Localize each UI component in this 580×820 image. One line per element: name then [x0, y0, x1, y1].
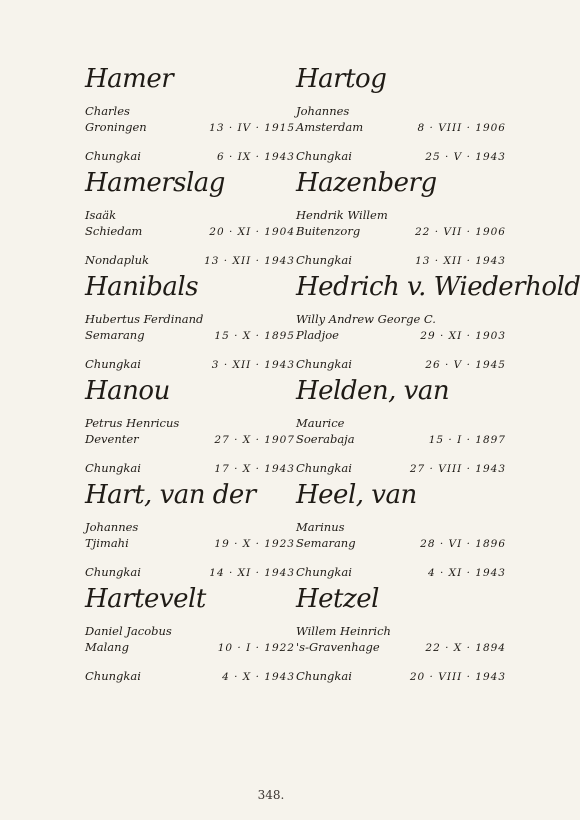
birth-date: 15 · I · 1897 [428, 434, 506, 446]
birth-row [85, 536, 295, 551]
death-date: 13 · XII · 1943 [204, 255, 295, 267]
birth-row [296, 536, 506, 551]
birth-place: Malang [85, 640, 129, 654]
left-column [85, 64, 295, 688]
surname: Heel, van [296, 480, 417, 510]
surname: Hart, van der [85, 480, 256, 510]
right-column [296, 64, 580, 688]
birth-row [85, 432, 295, 447]
birth-date: 22 · X · 1894 [425, 642, 506, 654]
surname: Hartog [296, 64, 387, 94]
death-row [85, 253, 295, 268]
person-entry [85, 64, 295, 168]
death-place: Chungkai [296, 565, 352, 579]
given-names: Petrus Henricus [85, 416, 180, 430]
surname: Hetzel [296, 584, 379, 614]
person-entry [85, 376, 295, 480]
birth-place: Pladjoe [296, 328, 339, 342]
death-date: 27 · VIII · 1943 [409, 463, 506, 475]
birth-date: 27 · X · 1907 [214, 434, 295, 446]
birth-date: 8 · VIII · 1906 [417, 122, 506, 134]
death-place: Chungkai [85, 357, 141, 371]
surname: Helden, van [296, 376, 450, 406]
birth-row [296, 640, 506, 655]
death-date: 20 · VIII · 1943 [409, 671, 506, 683]
death-date: 17 · X · 1943 [214, 463, 295, 475]
birth-row [85, 224, 295, 239]
death-row [85, 565, 295, 580]
person-entry [296, 584, 506, 688]
surname: Hedrich v. Wiederhold [296, 272, 580, 302]
birth-date: 20 · XI · 1904 [209, 226, 295, 238]
birth-date: 19 · X · 1923 [214, 538, 295, 550]
birth-date: 13 · IV · 1915 [209, 122, 295, 134]
death-place: Chungkai [85, 149, 141, 163]
birth-row [296, 432, 506, 447]
death-row [85, 149, 295, 164]
death-row [296, 565, 506, 580]
person-entry [85, 584, 295, 688]
death-row [296, 253, 506, 268]
birth-place: Buitenzorg [296, 224, 361, 238]
given-names: Isaäk [85, 208, 117, 222]
death-date: 6 · IX · 1943 [216, 151, 295, 163]
given-names: Maurice [296, 416, 345, 430]
given-names: Marinus [296, 520, 345, 534]
person-entry [296, 272, 580, 376]
given-names: Johannes [296, 104, 350, 118]
person-entry [85, 480, 295, 584]
birth-place: Semarang [85, 328, 145, 342]
death-place: Chungkai [85, 669, 141, 683]
given-names: Willem Heinrich [296, 624, 391, 638]
birth-place: Deventer [85, 432, 139, 446]
surname: Hanou [85, 376, 170, 406]
birth-place: Semarang [296, 536, 356, 550]
death-place: Chungkai [296, 149, 352, 163]
surname: Hazenberg [296, 168, 437, 198]
birth-row [85, 640, 295, 655]
person-entry [296, 480, 506, 584]
death-place: Chungkai [296, 357, 352, 371]
birth-place: 's-Gravenhage [296, 640, 380, 654]
given-names: Hubertus Ferdinand [85, 312, 204, 326]
birth-row [296, 224, 506, 239]
death-place: Chungkai [296, 461, 352, 475]
death-row [85, 461, 295, 476]
birth-place: Amsterdam [296, 120, 364, 134]
death-date: 26 · V · 1945 [425, 359, 506, 371]
surname: Hartevelt [85, 584, 206, 614]
birth-date: 10 · I · 1922 [217, 642, 295, 654]
death-date: 13 · XII · 1943 [415, 255, 506, 267]
person-entry [85, 168, 295, 272]
birth-date: 22 · VII · 1906 [415, 226, 506, 238]
death-place: Chungkai [85, 565, 141, 579]
surname: Hanibals [85, 272, 199, 302]
death-place: Chungkai [296, 253, 352, 267]
person-entry [296, 64, 506, 168]
death-row [85, 669, 295, 684]
death-row [85, 357, 295, 372]
death-date: 14 · XI · 1943 [209, 567, 295, 579]
birth-place: Groningen [85, 120, 147, 134]
given-names: Hendrik Willem [296, 208, 388, 222]
death-place: Nondapluk [85, 253, 150, 267]
death-date: 4 · X · 1943 [222, 671, 295, 683]
birth-row [85, 120, 295, 135]
birth-row [296, 120, 506, 135]
birth-date: 29 · XI · 1903 [420, 330, 506, 342]
given-names: Daniel Jacobus [85, 624, 172, 638]
given-names: Johannes [85, 520, 139, 534]
person-entry [296, 168, 506, 272]
death-place: Chungkai [85, 461, 141, 475]
page-number: 348. [257, 788, 285, 802]
given-names: Charles [85, 104, 130, 118]
death-row [296, 149, 506, 164]
person-entry [85, 272, 295, 376]
death-row [296, 357, 506, 372]
birth-place: Soerabaja [296, 432, 355, 446]
death-date: 3 · XII · 1943 [211, 359, 295, 371]
death-row [296, 461, 506, 476]
death-place: Chungkai [296, 669, 352, 683]
birth-place: Schiedam [85, 224, 143, 238]
birth-date: 28 · VI · 1896 [420, 538, 506, 550]
surname: Hamer [85, 64, 174, 94]
death-date: 25 · V · 1943 [425, 151, 506, 163]
death-row [296, 669, 506, 684]
birth-place: Tjimahi [85, 536, 129, 550]
birth-row [296, 328, 506, 343]
surname: Hamerslag [85, 168, 225, 198]
birth-date: 15 · X · 1895 [214, 330, 295, 342]
birth-row [85, 328, 295, 343]
given-names: Willy Andrew George C. [296, 312, 436, 326]
person-entry [296, 376, 506, 480]
death-date: 4 · XI · 1943 [427, 567, 506, 579]
